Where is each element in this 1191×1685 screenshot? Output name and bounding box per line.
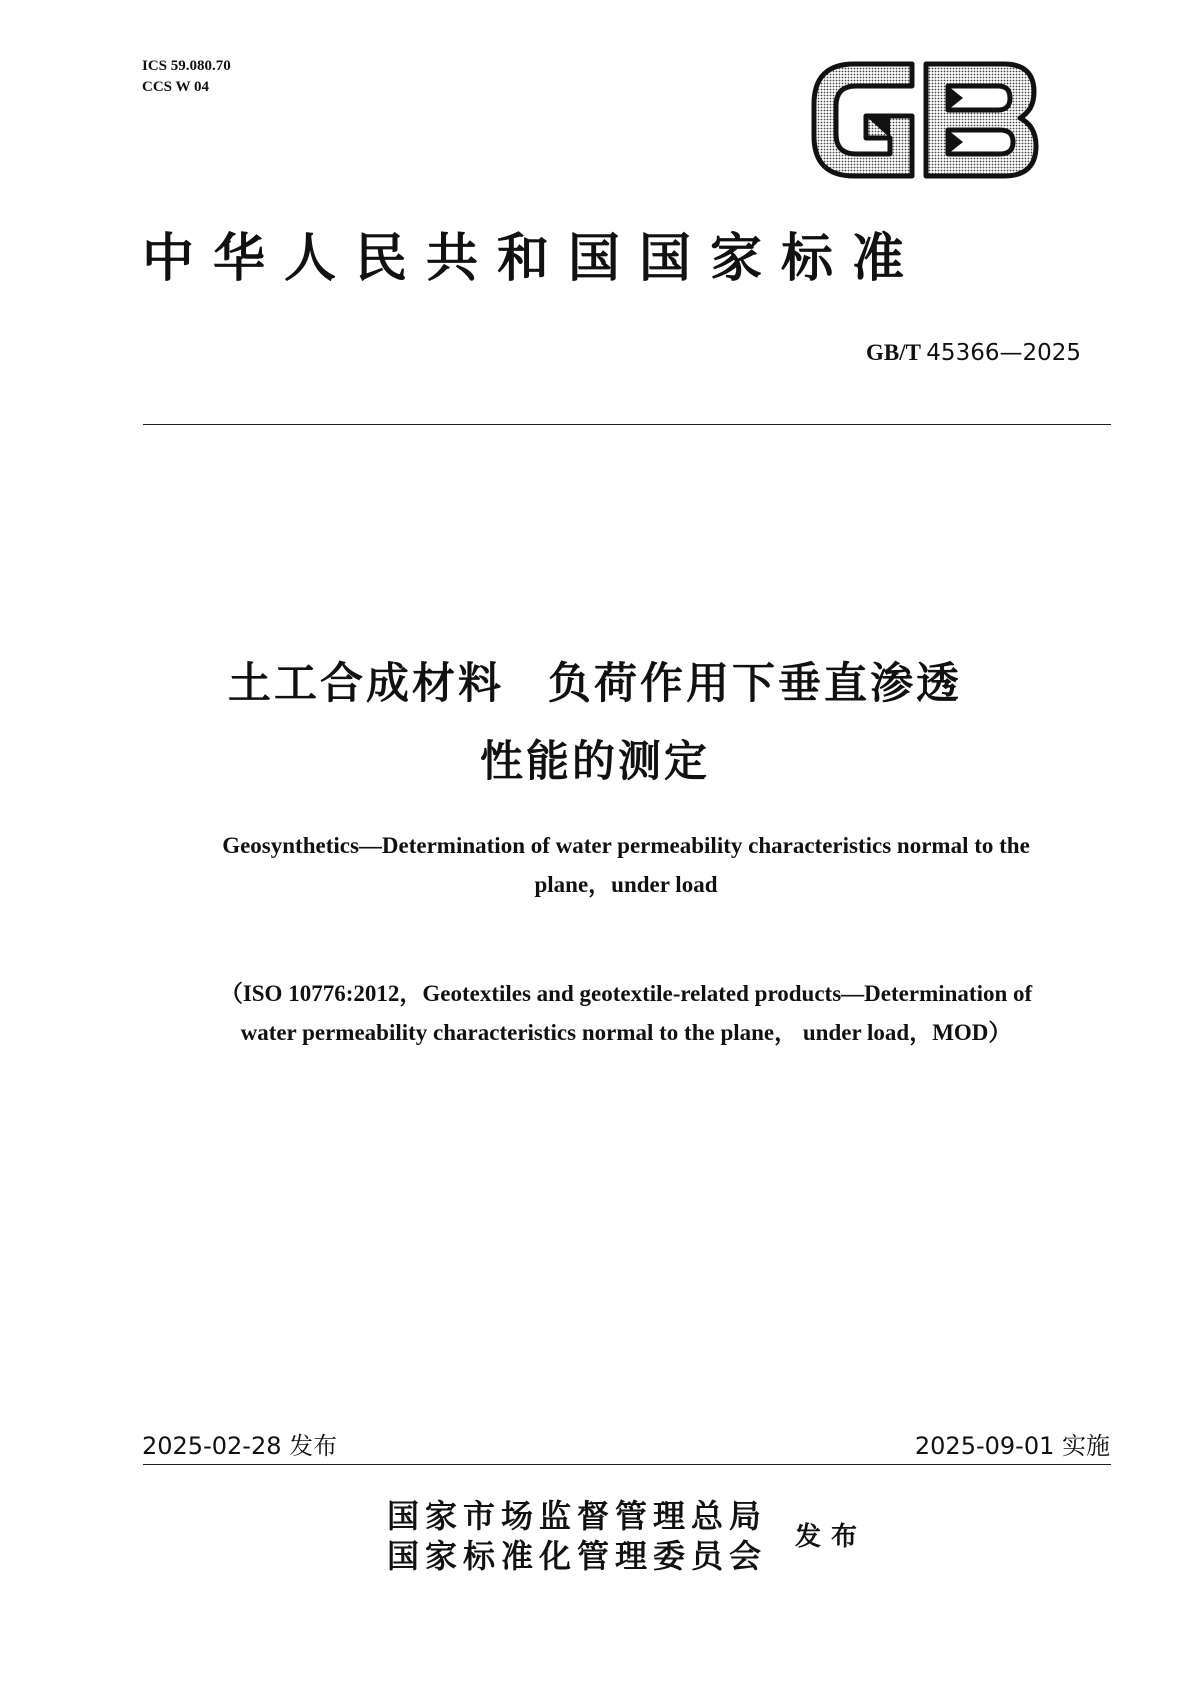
ics-code: ICS 59.080.70 [142, 58, 231, 74]
iso-reference-line1: （ISO 10776:2012，Geotextiles and geotextile-related products—Determination of [219, 981, 1033, 1006]
implementation-date: 2025-09-01 实施 [914, 1432, 1110, 1460]
ccs-code: CCS W 04 [142, 79, 209, 95]
english-title-line2: plane，under load [534, 872, 718, 897]
chinese-title-line1-part2: 负荷作用下垂直渗透 [548, 659, 962, 709]
issue-date: 2025-02-28 发布 [142, 1432, 338, 1460]
gb-logo [808, 58, 1040, 182]
top-divider [143, 424, 1111, 425]
publisher-samr: 国家市场监督管理总局 [387, 1498, 768, 1534]
standard-number [866, 340, 1081, 366]
standard-number-value: 45366—2025 [926, 340, 1081, 366]
english-title-line1: Geosynthetics—Determination of water permeability characteristics normal to the [222, 833, 1030, 858]
english-title [140, 826, 1112, 904]
publish-label: 发布 [795, 1522, 868, 1551]
classification-codes [142, 56, 231, 98]
standard-number-prefix: GB/T [866, 340, 921, 365]
publishers [387, 1496, 767, 1576]
bottom-divider [143, 1464, 1111, 1465]
national-standard-title: 中华人民共和国国家标准 [142, 231, 924, 288]
chinese-title-line1-part1: 土工合成材料 [228, 659, 504, 709]
iso-reference-line2: water permeability characteristics normal to the plane， under load，MOD） [240, 1020, 1012, 1045]
chinese-title-line2: 性能的测定 [480, 737, 710, 787]
publisher-sac: 国家标准化管理委员会 [387, 1538, 768, 1574]
iso-reference [140, 974, 1112, 1052]
chinese-title [95, 645, 1095, 801]
